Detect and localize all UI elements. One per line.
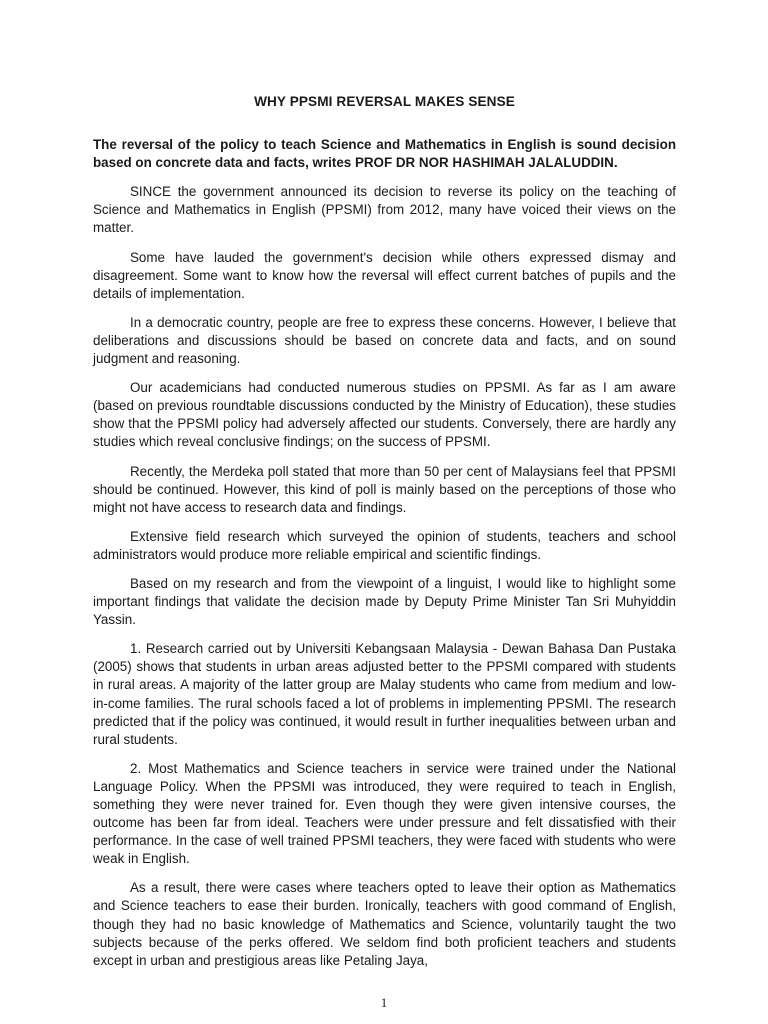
article-body bbox=[93, 93, 676, 981]
article-standfirst: The reversal of the policy to teach Science and Mathematics in English is sound decision based on concrete data and facts, writes PROF DR NOR HASHIMAH JALALUDDIN. bbox=[93, 137, 676, 171]
page-number: 1 bbox=[380, 995, 388, 1010]
paragraph: SINCE the government announced its decision to reverse its policy on the teaching of Science and Mathematics in English (PPSMI) from 2012, many have voiced their views on the matter. bbox=[93, 184, 676, 236]
article-title: WHY PPSMI REVERSAL MAKES SENSE bbox=[254, 94, 515, 109]
paragraph: Based on my research and from the viewpoint of a linguist, I would like to highlight some important findings that validate the decision made by Deputy Prime Minister Tan Sri Muhyiddin Yassin. bbox=[93, 575, 676, 628]
paragraph: 1. Research carried out by Universiti Kebangsaan Malaysia - Dewan Bahasa Dan Pustaka (2005) shows that students in urban areas adjusted better to the PPSMI compared with students in rural areas. A majority of the latter group are Malay students who came from medium and low-in-come families. The rural schools faced a lot of problems in implementing PPSMI. The research predicted that if the policy was continued, it would result in further inequalities between urban and rural students. bbox=[93, 641, 676, 747]
paragraph: Recently, the Merdeka poll stated that more than 50 per cent of Malaysians feel that PPSMI should be continued. However, this kind of poll is mainly based on the perceptions of those who might not have access to research data and findings. bbox=[93, 463, 676, 515]
paragraph: Our academicians had conducted numerous studies on PPSMI. As far as I am aware (based on previous roundtable discussions conducted by the Ministry of Education), these studies show that the PPSMI policy had adversely affected our students. Conversely, there are hardly any studies which reveal conclusive findings; on the success of PPSMI. bbox=[93, 380, 676, 450]
paragraph: As a result, there were cases where teachers opted to leave their option as Mathematics and Science teachers to ease their burden. Ironically, teachers with good command of English, though they had no basic knowledge of Mathematics and Science, voluntarily taught the two subjects because of the perks offered. We seldom find both proficient teachers and students except in urban and prestigious areas like Petaling Jaya, bbox=[93, 880, 676, 968]
paragraph: 2. Most Mathematics and Science teachers in service were trained under the National Language Policy. When the PPSMI was introduced, they were required to teach in English, something they were never trained for. Even though they were given intensive courses, the outcome has been far from ideal. Teachers were under pressure and felt dissatisfied with their performance. In the case of well trained PPSMI teachers, they were faced with students who were weak in English. bbox=[93, 760, 676, 867]
paragraph: Some have lauded the government's decision while others expressed dismay and disagreement. Some want to know how the reversal will effect current batches of pupils and the details of implementation. bbox=[93, 249, 676, 301]
paragraph: Extensive field research which surveyed the opinion of students, teachers and school administrators would produce more reliable empirical and scientific findings. bbox=[93, 528, 676, 562]
paragraph: In a democratic country, people are free to express these concerns. However, I believe that deliberations and discussions should be based on concrete data and facts, and on sound judgment and reasoning. bbox=[93, 314, 676, 367]
